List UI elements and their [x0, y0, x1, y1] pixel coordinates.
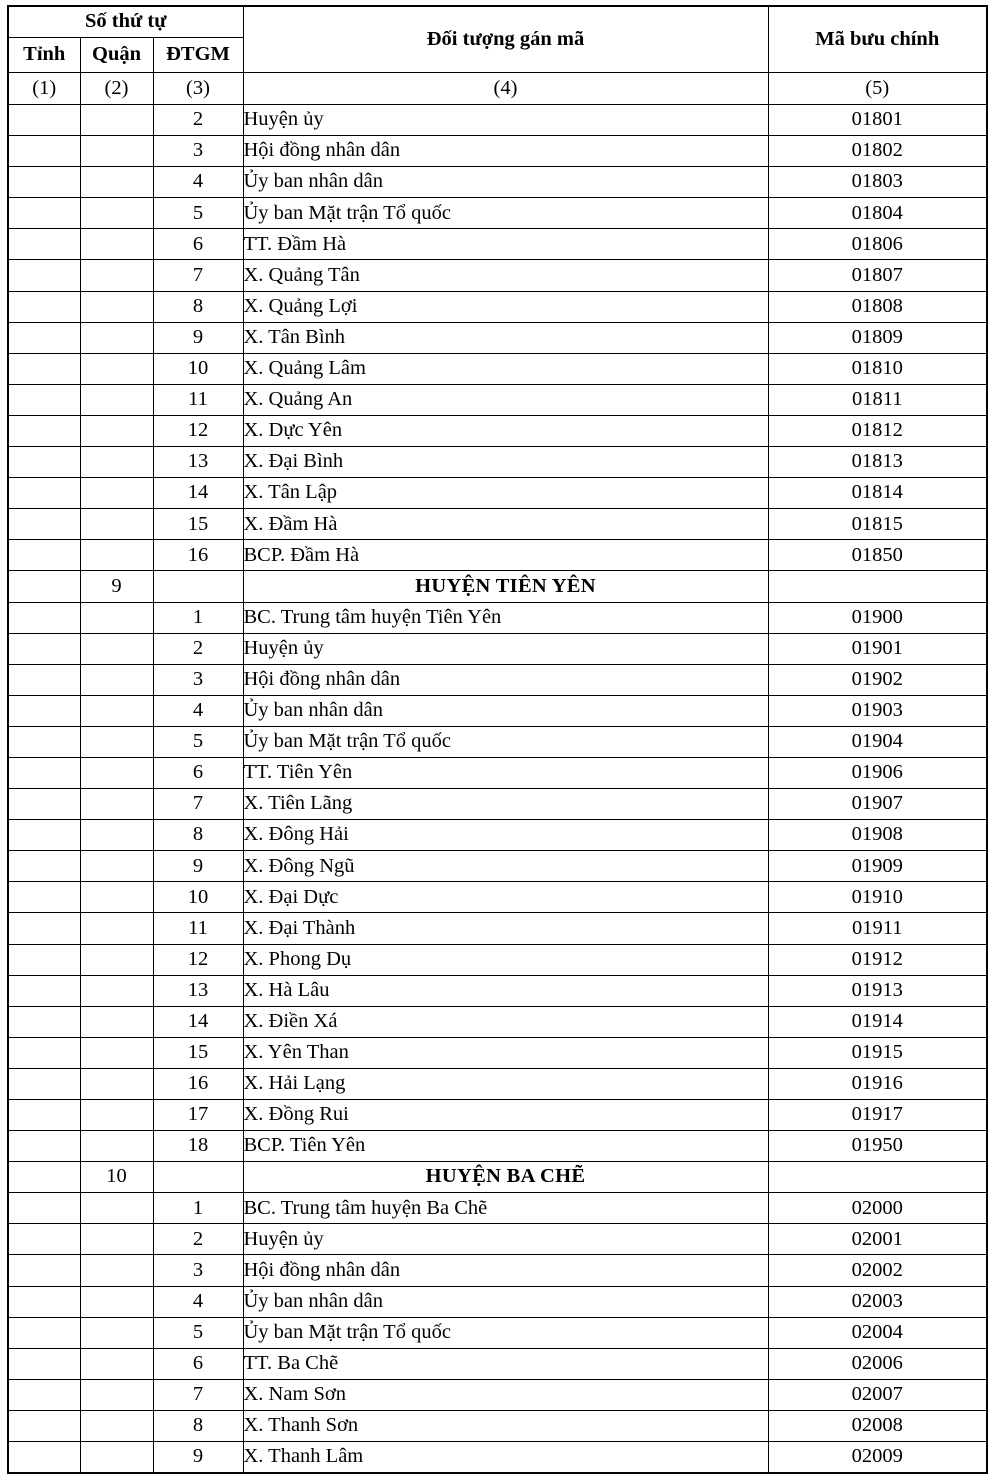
cell-ma: 01902 [768, 664, 987, 695]
cell-doituong: X. Dực Yên [243, 415, 768, 446]
cell-ma: 02007 [768, 1379, 987, 1410]
table-row [8, 509, 987, 540]
cell-dtgm: 8 [153, 1410, 243, 1441]
cell-ma: 01807 [768, 260, 987, 291]
cell-dtgm: 13 [153, 447, 243, 478]
cell-ma: 02000 [768, 1193, 987, 1224]
cell-ma: 01914 [768, 1006, 987, 1037]
cell-dtgm: 6 [153, 1348, 243, 1379]
cell-quan [80, 1255, 153, 1286]
cell-doituong: Huyện ủy [243, 105, 768, 136]
cell-tinh [8, 633, 80, 664]
cell-ma: 01808 [768, 291, 987, 322]
cell-quan [80, 1131, 153, 1162]
cell-doituong: X. Quảng Lợi [243, 291, 768, 322]
cell-doituong: X. Điền Xá [243, 1006, 768, 1037]
table-header [8, 6, 987, 105]
cell-quan [80, 1442, 153, 1474]
cell-dtgm: 6 [153, 229, 243, 260]
cell-doituong: Ủy ban nhân dân [243, 167, 768, 198]
cell-ma: 01913 [768, 975, 987, 1006]
cell-dtgm: 9 [153, 851, 243, 882]
cell-dtgm: 6 [153, 757, 243, 788]
cell-quan [80, 633, 153, 664]
cell-dtgm: 5 [153, 1317, 243, 1348]
cell-ma: 01815 [768, 509, 987, 540]
cell-ma: 02003 [768, 1286, 987, 1317]
cell-ma: 02001 [768, 1224, 987, 1255]
cell-ma: 01911 [768, 913, 987, 944]
table-row [8, 1006, 987, 1037]
cell-tinh [8, 291, 80, 322]
table-row [8, 447, 987, 478]
cell-ma: 01907 [768, 789, 987, 820]
cell-doituong: X. Nam Sơn [243, 1379, 768, 1410]
cell-quan [80, 851, 153, 882]
cell-tinh [8, 851, 80, 882]
cell-tinh [8, 757, 80, 788]
cell-tinh [8, 1224, 80, 1255]
cell-ma: 01850 [768, 540, 987, 571]
cell-dtgm: 2 [153, 1224, 243, 1255]
cell-section-name: HUYỆN BA CHẼ [243, 1162, 768, 1193]
cell-ma: 01910 [768, 882, 987, 913]
table-row [8, 944, 987, 975]
table-row [8, 384, 987, 415]
cell-ma: 01916 [768, 1068, 987, 1099]
cell-tinh [8, 322, 80, 353]
cell-ma: 02004 [768, 1317, 987, 1348]
cell-doituong: BCP. Tiên Yên [243, 1131, 768, 1162]
cell-ma: 01906 [768, 757, 987, 788]
table-row [8, 1224, 987, 1255]
cell-ma: 01803 [768, 167, 987, 198]
cell-ma: 01801 [768, 105, 987, 136]
cell-quan [80, 820, 153, 851]
cell-ma [768, 1162, 987, 1193]
cell-ma: 01811 [768, 384, 987, 415]
cell-doituong: BC. Trung tâm huyện Ba Chẽ [243, 1193, 768, 1224]
table-row [8, 757, 987, 788]
cell-dtgm: 15 [153, 1037, 243, 1068]
cell-quan [80, 415, 153, 446]
cell-quan [80, 353, 153, 384]
table-row [8, 105, 987, 136]
cell-dtgm: 18 [153, 1131, 243, 1162]
cell-dtgm: 1 [153, 1193, 243, 1224]
cell-ma: 01912 [768, 944, 987, 975]
cell-quan [80, 260, 153, 291]
table-row [8, 478, 987, 509]
cell-quan [80, 384, 153, 415]
table-row [8, 726, 987, 757]
cell-ma: 02002 [768, 1255, 987, 1286]
cell-dtgm: 14 [153, 1006, 243, 1037]
cell-tinh [8, 384, 80, 415]
cell-quan [80, 1317, 153, 1348]
cell-tinh [8, 1068, 80, 1099]
cell-doituong: X. Tân Bình [243, 322, 768, 353]
cell-quan [80, 757, 153, 788]
cell-dtgm: 7 [153, 1379, 243, 1410]
header-quan: Quận [80, 38, 153, 73]
table-row [8, 198, 987, 229]
cell-ma: 01901 [768, 633, 987, 664]
cell-tinh [8, 882, 80, 913]
cell-doituong: X. Đại Dực [243, 882, 768, 913]
cell-dtgm: 10 [153, 882, 243, 913]
table-row [8, 1442, 987, 1474]
cell-doituong: Ủy ban Mặt trận Tổ quốc [243, 726, 768, 757]
cell-quan [80, 944, 153, 975]
cell-dtgm: 3 [153, 1255, 243, 1286]
cell-tinh [8, 664, 80, 695]
cell-quan [80, 882, 153, 913]
table-row [8, 1131, 987, 1162]
cell-doituong: Hội đồng nhân dân [243, 664, 768, 695]
legend-doituong: (4) [243, 73, 768, 105]
cell-dtgm: 7 [153, 789, 243, 820]
cell-dtgm: 11 [153, 384, 243, 415]
cell-tinh [8, 1379, 80, 1410]
cell-doituong: Ủy ban Mặt trận Tổ quốc [243, 198, 768, 229]
cell-quan [80, 198, 153, 229]
cell-ma: 01900 [768, 602, 987, 633]
cell-dtgm: 8 [153, 820, 243, 851]
cell-quan [80, 695, 153, 726]
cell-doituong: X. Quảng An [243, 384, 768, 415]
table-row [8, 136, 987, 167]
table-row [8, 1068, 987, 1099]
cell-dtgm: 13 [153, 975, 243, 1006]
cell-quan [80, 664, 153, 695]
cell-quan [80, 1037, 153, 1068]
cell-dtgm: 17 [153, 1100, 243, 1131]
cell-ma: 01908 [768, 820, 987, 851]
cell-tinh [8, 1286, 80, 1317]
cell-doituong: X. Đồng Rui [243, 1100, 768, 1131]
cell-doituong: TT. Đầm Hà [243, 229, 768, 260]
legend-ma: (5) [768, 73, 987, 105]
cell-quan [80, 167, 153, 198]
cell-tinh [8, 1255, 80, 1286]
table-row [8, 1100, 987, 1131]
cell-dtgm: 2 [153, 633, 243, 664]
cell-dtgm: 16 [153, 540, 243, 571]
cell-dtgm: 1 [153, 602, 243, 633]
cell-doituong: X. Tiên Lãng [243, 789, 768, 820]
cell-dtgm: 5 [153, 198, 243, 229]
cell-dtgm: 5 [153, 726, 243, 757]
cell-ma [768, 571, 987, 602]
cell-tinh [8, 1348, 80, 1379]
cell-tinh [8, 1193, 80, 1224]
cell-quan [80, 509, 153, 540]
legend-tinh: (1) [8, 73, 80, 105]
cell-dtgm [153, 1162, 243, 1193]
table-row [8, 1410, 987, 1441]
cell-dtgm: 8 [153, 291, 243, 322]
cell-dtgm: 4 [153, 167, 243, 198]
cell-doituong: X. Yên Than [243, 1037, 768, 1068]
cell-ma: 01806 [768, 229, 987, 260]
cell-doituong: X. Thanh Sơn [243, 1410, 768, 1441]
header-ma-buu-chinh: Mã bưu chính [768, 6, 987, 73]
cell-doituong: Huyện ủy [243, 633, 768, 664]
cell-tinh [8, 260, 80, 291]
cell-dtgm: 10 [153, 353, 243, 384]
table-row [8, 913, 987, 944]
cell-doituong: TT. Ba Chẽ [243, 1348, 768, 1379]
cell-tinh [8, 353, 80, 384]
cell-ma: 01903 [768, 695, 987, 726]
cell-quan [80, 975, 153, 1006]
cell-quan: 10 [80, 1162, 153, 1193]
cell-tinh [8, 975, 80, 1006]
cell-dtgm: 15 [153, 509, 243, 540]
cell-tinh [8, 695, 80, 726]
cell-doituong: X. Hà Lâu [243, 975, 768, 1006]
cell-tinh [8, 944, 80, 975]
cell-dtgm: 9 [153, 1442, 243, 1474]
cell-dtgm: 9 [153, 322, 243, 353]
cell-tinh [8, 1442, 80, 1474]
cell-dtgm: 2 [153, 105, 243, 136]
cell-quan [80, 136, 153, 167]
cell-doituong: Ủy ban nhân dân [243, 695, 768, 726]
cell-doituong: Ủy ban nhân dân [243, 1286, 768, 1317]
cell-quan [80, 913, 153, 944]
table-row [8, 820, 987, 851]
table-row [8, 1317, 987, 1348]
cell-doituong: X. Đông Ngũ [243, 851, 768, 882]
cell-doituong: BC. Trung tâm huyện Tiên Yên [243, 602, 768, 633]
cell-ma: 01909 [768, 851, 987, 882]
cell-doituong: X. Quảng Tân [243, 260, 768, 291]
table-row [8, 1193, 987, 1224]
cell-ma: 01950 [768, 1131, 987, 1162]
header-tinh: Tỉnh [8, 38, 80, 73]
cell-ma: 01813 [768, 447, 987, 478]
cell-quan: 9 [80, 571, 153, 602]
cell-tinh [8, 820, 80, 851]
cell-dtgm [153, 571, 243, 602]
cell-tinh [8, 136, 80, 167]
cell-tinh [8, 571, 80, 602]
cell-quan [80, 291, 153, 322]
cell-tinh [8, 913, 80, 944]
table-row [8, 975, 987, 1006]
cell-quan [80, 229, 153, 260]
header-doi-tuong-gan-ma: Đối tượng gán mã [243, 6, 768, 73]
section-header-row [8, 571, 987, 602]
cell-section-name: HUYỆN TIÊN YÊN [243, 571, 768, 602]
cell-dtgm: 4 [153, 1286, 243, 1317]
cell-dtgm: 14 [153, 478, 243, 509]
cell-quan [80, 540, 153, 571]
table-row [8, 602, 987, 633]
column-number-legend-row [8, 73, 987, 105]
cell-doituong: X. Thanh Lâm [243, 1442, 768, 1474]
cell-quan [80, 726, 153, 757]
cell-tinh [8, 540, 80, 571]
table-row [8, 167, 987, 198]
cell-dtgm: 3 [153, 664, 243, 695]
cell-ma: 01812 [768, 415, 987, 446]
cell-ma: 02009 [768, 1442, 987, 1474]
header-row-group [8, 6, 987, 38]
cell-tinh [8, 1037, 80, 1068]
cell-quan [80, 447, 153, 478]
cell-ma: 01904 [768, 726, 987, 757]
cell-doituong: Hội đồng nhân dân [243, 1255, 768, 1286]
cell-quan [80, 105, 153, 136]
cell-tinh [8, 1006, 80, 1037]
cell-doituong: X. Phong Dụ [243, 944, 768, 975]
legend-quan: (2) [80, 73, 153, 105]
cell-doituong: BCP. Đầm Hà [243, 540, 768, 571]
postal-code-table [7, 5, 988, 1474]
cell-dtgm: 7 [153, 260, 243, 291]
cell-ma: 01917 [768, 1100, 987, 1131]
cell-ma: 01804 [768, 198, 987, 229]
cell-doituong: Hội đồng nhân dân [243, 136, 768, 167]
table-row [8, 540, 987, 571]
table-row [8, 415, 987, 446]
cell-quan [80, 1100, 153, 1131]
cell-quan [80, 322, 153, 353]
cell-doituong: X. Đầm Hà [243, 509, 768, 540]
table-row [8, 789, 987, 820]
table-row [8, 291, 987, 322]
cell-ma: 01802 [768, 136, 987, 167]
header-dtgm: ĐTGM [153, 38, 243, 73]
cell-quan [80, 1286, 153, 1317]
table-row [8, 229, 987, 260]
cell-doituong: X. Tân Lập [243, 478, 768, 509]
table-row [8, 1037, 987, 1068]
table-row [8, 1348, 987, 1379]
cell-quan [80, 1410, 153, 1441]
cell-tinh [8, 1317, 80, 1348]
cell-tinh [8, 1131, 80, 1162]
section-header-row [8, 1162, 987, 1193]
table-row [8, 260, 987, 291]
cell-doituong: X. Quảng Lâm [243, 353, 768, 384]
cell-tinh [8, 789, 80, 820]
cell-dtgm: 12 [153, 415, 243, 446]
cell-dtgm: 3 [153, 136, 243, 167]
cell-ma: 01810 [768, 353, 987, 384]
cell-tinh [8, 509, 80, 540]
cell-ma: 01915 [768, 1037, 987, 1068]
cell-quan [80, 1224, 153, 1255]
cell-tinh [8, 1410, 80, 1441]
cell-doituong: X. Đại Thành [243, 913, 768, 944]
cell-ma: 02006 [768, 1348, 987, 1379]
cell-tinh [8, 105, 80, 136]
table-body [8, 105, 987, 1474]
table-row [8, 851, 987, 882]
cell-tinh [8, 447, 80, 478]
table-row [8, 1379, 987, 1410]
cell-doituong: X. Đại Bình [243, 447, 768, 478]
cell-doituong: Huyện ủy [243, 1224, 768, 1255]
table-row [8, 882, 987, 913]
cell-dtgm: 16 [153, 1068, 243, 1099]
cell-dtgm: 12 [153, 944, 243, 975]
header-so-thu-tu: Số thứ tự [8, 6, 243, 38]
cell-doituong: Ủy ban Mặt trận Tổ quốc [243, 1317, 768, 1348]
cell-quan [80, 1006, 153, 1037]
table-row [8, 353, 987, 384]
cell-quan [80, 1348, 153, 1379]
cell-quan [80, 1379, 153, 1410]
table-row [8, 322, 987, 353]
cell-doituong: X. Hải Lạng [243, 1068, 768, 1099]
cell-quan [80, 1068, 153, 1099]
cell-tinh [8, 167, 80, 198]
cell-ma: 02008 [768, 1410, 987, 1441]
legend-dtgm: (3) [153, 73, 243, 105]
cell-tinh [8, 1100, 80, 1131]
cell-quan [80, 478, 153, 509]
cell-tinh [8, 726, 80, 757]
cell-doituong: TT. Tiên Yên [243, 757, 768, 788]
cell-ma: 01809 [768, 322, 987, 353]
table-row [8, 1286, 987, 1317]
table-row [8, 695, 987, 726]
cell-tinh [8, 478, 80, 509]
cell-dtgm: 11 [153, 913, 243, 944]
cell-doituong: X. Đông Hải [243, 820, 768, 851]
table-row [8, 1255, 987, 1286]
cell-tinh [8, 602, 80, 633]
cell-tinh [8, 1162, 80, 1193]
cell-quan [80, 1193, 153, 1224]
cell-tinh [8, 229, 80, 260]
cell-tinh [8, 198, 80, 229]
cell-dtgm: 4 [153, 695, 243, 726]
cell-quan [80, 602, 153, 633]
cell-quan [80, 789, 153, 820]
table-row [8, 664, 987, 695]
cell-tinh [8, 415, 80, 446]
table-row [8, 633, 987, 664]
cell-ma: 01814 [768, 478, 987, 509]
